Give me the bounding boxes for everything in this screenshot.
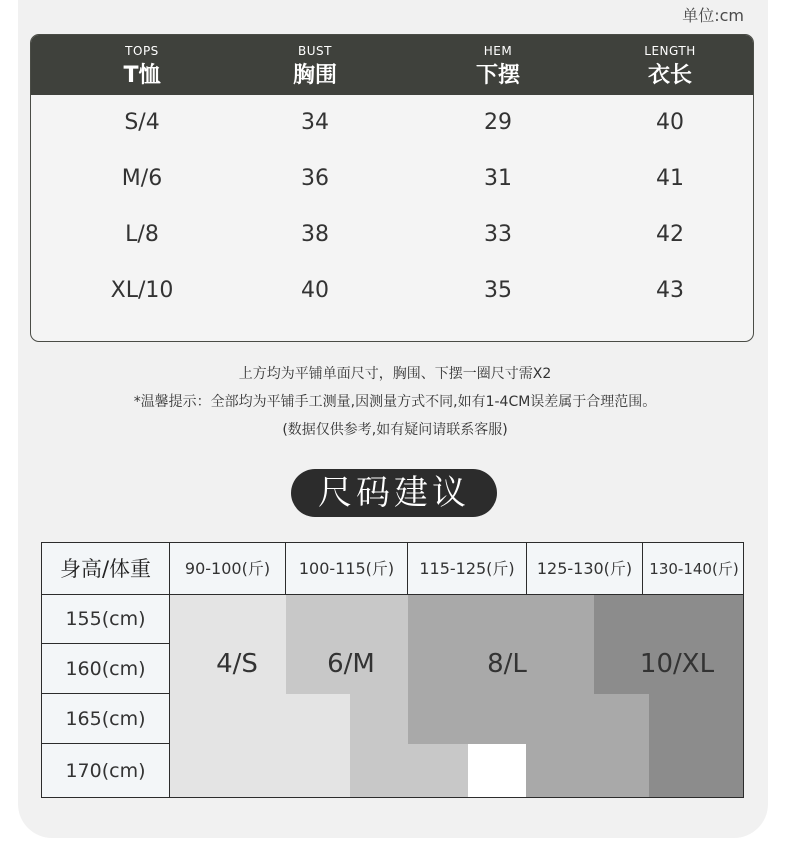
size-recommendation-grid [41, 542, 744, 798]
table-row [31, 151, 753, 207]
size-label-4s: 4/S [216, 649, 258, 679]
weight-header: 115-125(斤) [408, 543, 527, 595]
unit-label: 单位:cm [682, 6, 744, 25]
weight-header: 125-130(斤) [527, 543, 643, 595]
size-table-body [31, 95, 753, 319]
height-label: 165(cm) [42, 694, 170, 744]
size-cell: M/6 [121, 166, 163, 191]
hem-cell: 35 [484, 278, 512, 303]
bust-cell: 38 [301, 222, 329, 247]
length-cell: 40 [656, 110, 684, 135]
header-length: LENGTH 衣长 [644, 44, 696, 88]
size-recommendation-title: 尺码建议 [291, 469, 497, 517]
table-row [31, 207, 753, 263]
size-table-header [31, 35, 753, 95]
hem-cell: 31 [484, 166, 512, 191]
weight-header: 130-140(斤) [643, 543, 744, 595]
size-block-6m [286, 595, 408, 694]
bust-cell: 36 [301, 166, 329, 191]
bust-cell: 34 [301, 110, 329, 135]
size-block-10xl [594, 595, 744, 694]
height-label: 160(cm) [42, 644, 170, 694]
size-label-10xl: 10/XL [639, 649, 715, 679]
size-cell: S/4 [124, 110, 160, 135]
length-cell: 41 [656, 166, 684, 191]
hem-cell: 33 [484, 222, 512, 247]
bust-cell: 40 [301, 278, 329, 303]
note-line-2: *温馨提示：全部均为平铺手工测量,因测量方式不同,如有1-4CM误差属于合理范围。 [133, 394, 657, 410]
hem-cell: 29 [484, 110, 512, 135]
weight-header: 90-100(斤) [170, 543, 286, 595]
size-block-8l-bottom [526, 744, 650, 798]
size-cell: L/8 [125, 222, 159, 247]
length-cell: 43 [656, 278, 684, 303]
corner-header: 身高/体重 [42, 543, 170, 595]
header-bust: BUST 胸围 [292, 44, 337, 88]
size-label-6m: 6/M [327, 649, 375, 679]
size-table [30, 34, 754, 342]
header-tops: TOPS T恤 [123, 44, 161, 88]
table-row [31, 263, 753, 319]
note-line-3: (数据仅供参考,如有疑问请联系客服) [282, 422, 508, 438]
length-cell: 42 [656, 222, 684, 247]
measurement-notes [0, 360, 790, 444]
table-row [31, 95, 753, 151]
note-line-1: 上方均为平铺单面尺寸，胸围、下摆一圈尺寸需X2 [238, 366, 552, 382]
size-cell: XL/10 [110, 278, 174, 303]
size-block-8l-lower [468, 694, 650, 744]
size-block-10xl-lower [649, 694, 744, 798]
size-label-8l: 8/L [487, 649, 527, 679]
height-label: 170(cm) [42, 744, 170, 798]
height-label: 155(cm) [42, 595, 170, 644]
weight-header: 100-115(斤) [286, 543, 408, 595]
header-hem: HEM 下摆 [475, 44, 520, 88]
